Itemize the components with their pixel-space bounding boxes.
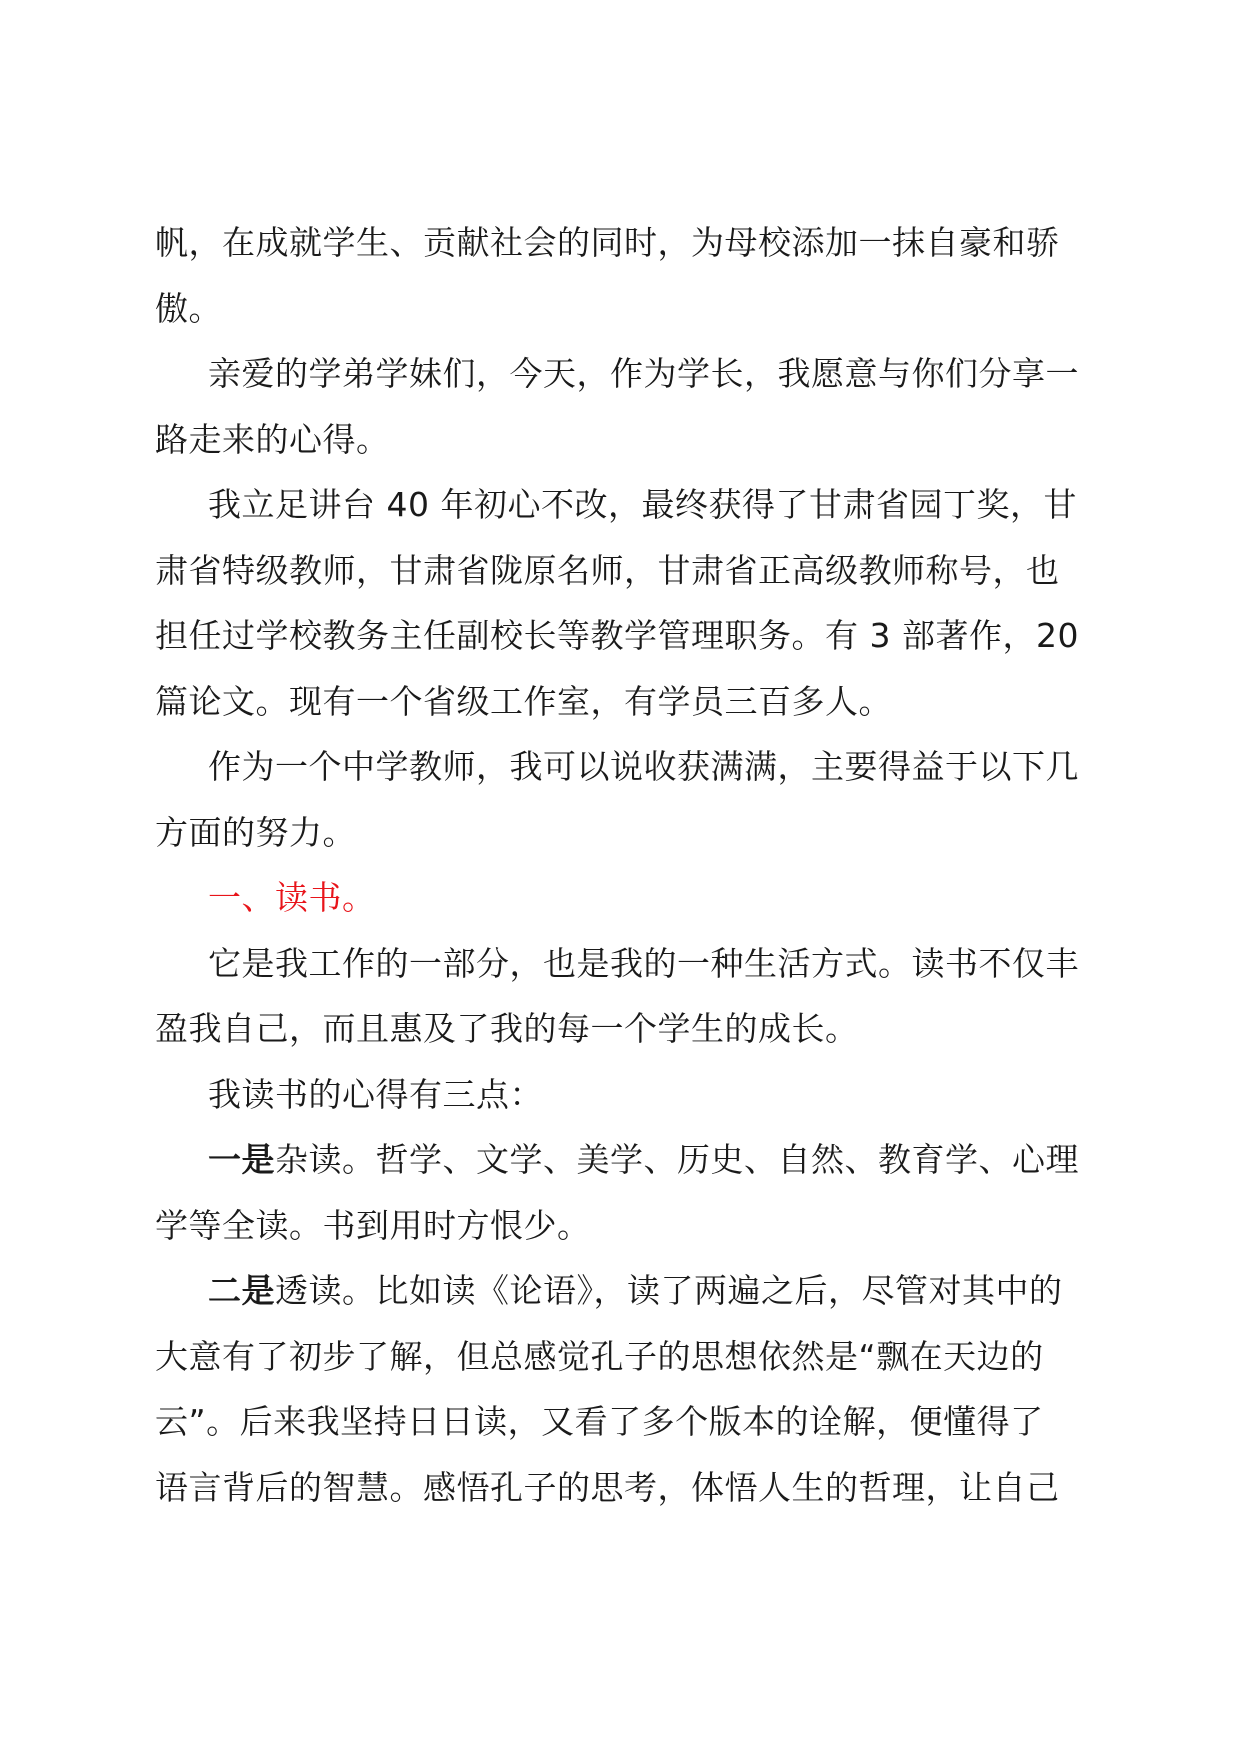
point-marker: 二是 [208, 1271, 275, 1310]
body-line: 路走来的心得。 [155, 419, 390, 459]
document-page [155, 218, 1085, 1528]
body-line: 方面的努力。 [155, 812, 356, 852]
body-line: 大意有了初步了解，但总感觉孔子的思想依然是“飘在天边的 [155, 1336, 1044, 1376]
body-line: 篇论文。现有一个省级工作室，有学员三百多人。 [155, 681, 892, 721]
body-line: 帆，在成就学生、贡献社会的同时，为母校添加一抹自豪和骄 [155, 223, 1060, 262]
paragraph-first-line [155, 1135, 1085, 1201]
body-line: 盈我自己，而且惠及了我的每一个学生的成长。 [155, 1009, 859, 1048]
body-line: 学等全读。书到用时方恨少。 [155, 1205, 591, 1245]
paragraph-first-line: 它是我工作的一部分，也是我的一种生活方式。读书不仅丰 [208, 943, 1079, 983]
paragraph-first-line: 我立足讲台 40 年初心不改，最终获得了甘肃省园丁奖，甘 [208, 485, 1077, 524]
section-heading: 一、读书。 [208, 878, 376, 917]
paragraph-first-line [155, 1266, 1085, 1332]
paragraph-first-line: 作为一个中学教师，我可以说收获满满，主要得益于以下几 [208, 747, 1079, 786]
point-text: 杂读。哲学、文学、美学、历史、自然、教育学、心理 [275, 1140, 1079, 1179]
body-line: 傲。 [155, 288, 222, 328]
point-marker: 一是 [208, 1140, 275, 1179]
body-line: 担任过学校教务主任副校长等教学管理职务。有 3 部著作，20 [155, 616, 1079, 655]
point-text: 透读。比如读《论语》，读了两遍之后，尽管对其中的 [275, 1271, 1063, 1310]
paragraph-first-line: 亲爱的学弟学妹们，今天，作为学长，我愿意与你们分享一 [208, 354, 1079, 393]
body-line: 肃省特级教师，甘肃省陇原名师，甘肃省正高级教师称号，也 [155, 550, 1060, 590]
paragraph-first-line: 我读书的心得有三点： [208, 1074, 543, 1114]
body-line: 云”。后来我坚持日日读，又看了多个版本的诠解，便懂得了 [155, 1402, 1044, 1441]
body-line: 语言背后的智慧。感悟孔子的思考，体悟人生的哲理，让自己 [155, 1467, 1060, 1507]
